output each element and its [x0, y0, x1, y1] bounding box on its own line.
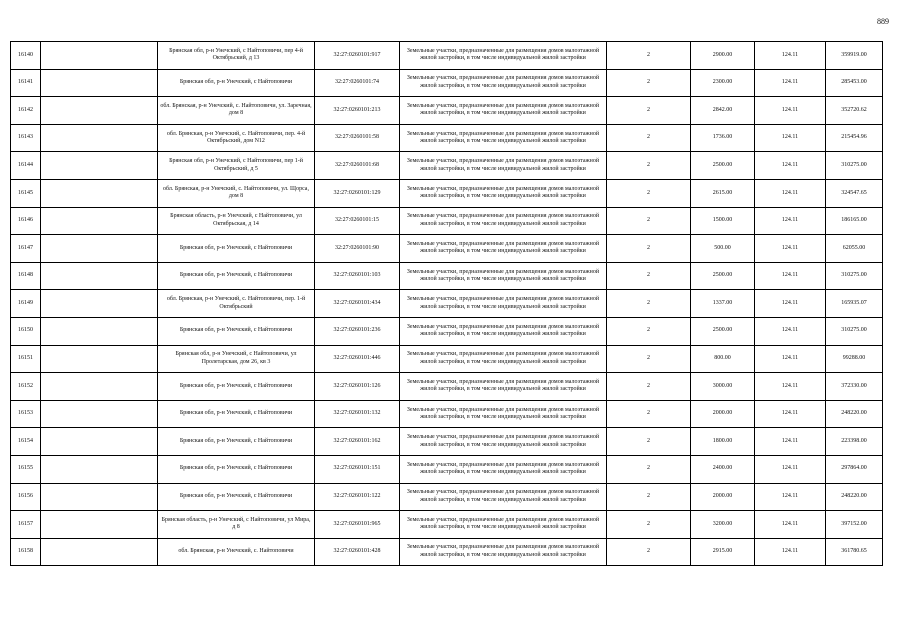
table-row	[11, 262, 883, 290]
rate-cell: 124.11	[755, 400, 826, 428]
table-row	[11, 152, 883, 180]
table-row	[11, 428, 883, 456]
area-cell: 2500.00	[691, 262, 755, 290]
area-cell: 2500.00	[691, 317, 755, 345]
land-use-cell: Земельные участки, предназначенные для размещения домов малоэтажной жилой застройки, в том числе индивидуальной жилой застройки	[400, 69, 607, 97]
row-number: 16153	[11, 400, 41, 428]
address-cell: обл. Брянская, р-н Унечский, с. Найтоповичи, ул. Щорса, дом 8	[158, 179, 315, 207]
cadastral-value-cell: 324547.65	[826, 179, 883, 207]
cadastral-value-cell: 62055.00	[826, 235, 883, 263]
group-cell: 2	[607, 290, 691, 318]
area-cell: 2915.00	[691, 538, 755, 566]
address-cell: Брянская обл, р-н Унечский, с Найтоповичи	[158, 235, 315, 263]
cadastral-number-cell: 32:27:0260101:103	[315, 262, 400, 290]
group-cell: 2	[607, 483, 691, 511]
cadastral-value-cell: 297864.00	[826, 455, 883, 483]
cadastral-number-cell: 32:27:0260101:74	[315, 69, 400, 97]
table-row	[11, 124, 883, 152]
rate-cell: 124.11	[755, 373, 826, 401]
table-row	[11, 455, 883, 483]
land-use-cell: Земельные участки, предназначенные для размещения домов малоэтажной жилой застройки, в том числе индивидуальной жилой застройки	[400, 345, 607, 373]
cadastral-value-cell: 372330.00	[826, 373, 883, 401]
group-cell: 2	[607, 428, 691, 456]
cadastral-number-cell: 32:27:0260101:68	[315, 152, 400, 180]
table-row	[11, 538, 883, 566]
group-cell: 2	[607, 373, 691, 401]
land-use-cell: Земельные участки, предназначенные для размещения домов малоэтажной жилой застройки, в том числе индивидуальной жилой застройки	[400, 97, 607, 125]
area-cell: 3000.00	[691, 373, 755, 401]
land-use-cell: Земельные участки, предназначенные для размещения домов малоэтажной жилой застройки, в том числе индивидуальной жилой застройки	[400, 152, 607, 180]
area-cell: 1500.00	[691, 207, 755, 235]
address-cell: Брянская область, р-н Унечский, с Найтоповичи, ул Октябрьская, д 14	[158, 207, 315, 235]
group-cell: 2	[607, 42, 691, 70]
row-number: 16140	[11, 42, 41, 70]
rate-cell: 124.11	[755, 152, 826, 180]
row-spacer	[41, 179, 158, 207]
land-use-cell: Земельные участки, предназначенные для размещения домов малоэтажной жилой застройки, в том числе индивидуальной жилой застройки	[400, 124, 607, 152]
cadastral-value-table	[10, 41, 883, 566]
cadastral-number-cell: 32:27:0260101:917	[315, 42, 400, 70]
table-row	[11, 483, 883, 511]
rate-cell: 124.11	[755, 262, 826, 290]
cadastral-number-cell: 32:27:0260101:126	[315, 373, 400, 401]
group-cell: 2	[607, 400, 691, 428]
rate-cell: 124.11	[755, 317, 826, 345]
group-cell: 2	[607, 511, 691, 539]
table-row	[11, 317, 883, 345]
cadastral-number-cell: 32:27:0260101:446	[315, 345, 400, 373]
cadastral-number-cell: 32:27:0260101:15	[315, 207, 400, 235]
group-cell: 2	[607, 207, 691, 235]
row-spacer	[41, 400, 158, 428]
table-row	[11, 345, 883, 373]
row-number: 16151	[11, 345, 41, 373]
cadastral-number-cell: 32:27:0260101:90	[315, 235, 400, 263]
cadastral-number-cell: 32:27:0260101:132	[315, 400, 400, 428]
cadastral-number-cell: 32:27:0260101:58	[315, 124, 400, 152]
address-cell: Брянская обл, р-н Унечский, с Найтоповичи, пер 1-й Октябрьский, д 5	[158, 152, 315, 180]
cadastral-value-cell: 310275.00	[826, 262, 883, 290]
land-use-cell: Земельные участки, предназначенные для размещения домов малоэтажной жилой застройки, в том числе индивидуальной жилой застройки	[400, 428, 607, 456]
row-spacer	[41, 345, 158, 373]
address-cell: обл. Брянская, р-н Унечский, с. Найтоповичи, пер. 1-й Октябрьский	[158, 290, 315, 318]
row-spacer	[41, 455, 158, 483]
rate-cell: 124.11	[755, 69, 826, 97]
rate-cell: 124.11	[755, 42, 826, 70]
group-cell: 2	[607, 262, 691, 290]
group-cell: 2	[607, 317, 691, 345]
land-use-cell: Земельные участки, предназначенные для размещения домов малоэтажной жилой застройки, в том числе индивидуальной жилой застройки	[400, 262, 607, 290]
land-use-cell: Земельные участки, предназначенные для размещения домов малоэтажной жилой застройки, в том числе индивидуальной жилой застройки	[400, 483, 607, 511]
rate-cell: 124.11	[755, 455, 826, 483]
row-spacer	[41, 152, 158, 180]
cadastral-number-cell: 32:27:0260101:434	[315, 290, 400, 318]
row-number: 16157	[11, 511, 41, 539]
rate-cell: 124.11	[755, 290, 826, 318]
cadastral-value-cell: 248220.00	[826, 400, 883, 428]
address-cell: обл. Брянская, р-н Унечский, с. Найтоповичи, пер. 4-й Октябрьский, дом N12	[158, 124, 315, 152]
row-spacer	[41, 290, 158, 318]
rate-cell: 124.11	[755, 483, 826, 511]
address-cell: Брянская обл, р-н Унечский, с Найтоповичи	[158, 455, 315, 483]
table-row	[11, 207, 883, 235]
row-number: 16145	[11, 179, 41, 207]
address-cell: Брянская обл, р-н Унечский, с Найтоповичи, пер 4-й Октябрьский, д 13	[158, 42, 315, 70]
area-cell: 500.00	[691, 235, 755, 263]
row-number: 16154	[11, 428, 41, 456]
cadastral-value-cell: 248220.00	[826, 483, 883, 511]
area-cell: 2000.00	[691, 483, 755, 511]
land-use-cell: Земельные участки, предназначенные для размещения домов малоэтажной жилой застройки, в том числе индивидуальной жилой застройки	[400, 400, 607, 428]
address-cell: Брянская обл, р-н Унечский, с Найтоповичи	[158, 483, 315, 511]
land-use-cell: Земельные участки, предназначенные для размещения домов малоэтажной жилой застройки, в том числе индивидуальной жилой застройки	[400, 511, 607, 539]
row-spacer	[41, 317, 158, 345]
rate-cell: 124.11	[755, 428, 826, 456]
row-number: 16141	[11, 69, 41, 97]
cadastral-value-cell: 165935.07	[826, 290, 883, 318]
cadastral-value-cell: 223398.00	[826, 428, 883, 456]
cadastral-number-cell: 32:27:0260101:122	[315, 483, 400, 511]
row-number: 16142	[11, 97, 41, 125]
row-spacer	[41, 42, 158, 70]
cadastral-number-cell: 32:27:0260101:151	[315, 455, 400, 483]
table-row	[11, 373, 883, 401]
address-cell: Брянская область, р-н Унечский, с Найтоповичи, ул Мира, д 8	[158, 511, 315, 539]
land-use-cell: Земельные участки, предназначенные для размещения домов малоэтажной жилой застройки, в том числе индивидуальной жилой застройки	[400, 317, 607, 345]
table-row	[11, 511, 883, 539]
address-cell: обл. Брянская, р-н Унечский, с. Найтоповичи	[158, 538, 315, 566]
cadastral-number-cell: 32:27:0260101:129	[315, 179, 400, 207]
row-spacer	[41, 97, 158, 125]
group-cell: 2	[607, 97, 691, 125]
row-spacer	[41, 262, 158, 290]
row-number: 16158	[11, 538, 41, 566]
rate-cell: 124.11	[755, 235, 826, 263]
area-cell: 800.00	[691, 345, 755, 373]
row-number: 16148	[11, 262, 41, 290]
row-spacer	[41, 373, 158, 401]
table-row	[11, 97, 883, 125]
cadastral-value-cell: 361780.65	[826, 538, 883, 566]
area-cell: 2000.00	[691, 400, 755, 428]
group-cell: 2	[607, 152, 691, 180]
page-number: 889	[877, 17, 889, 26]
row-spacer	[41, 483, 158, 511]
address-cell: Брянская обл, р-н Унечский, с Найтоповичи	[158, 317, 315, 345]
address-cell: обл. Брянская, р-н Унечский, с. Найтоповичи, ул. Заречная, дом 8	[158, 97, 315, 125]
row-number: 16156	[11, 483, 41, 511]
address-cell: Брянская обл, р-н Унечский, с Найтоповичи	[158, 69, 315, 97]
land-use-cell: Земельные участки, предназначенные для размещения домов малоэтажной жилой застройки, в том числе индивидуальной жилой застройки	[400, 290, 607, 318]
rate-cell: 124.11	[755, 124, 826, 152]
rate-cell: 124.11	[755, 179, 826, 207]
table-row	[11, 290, 883, 318]
rate-cell: 124.11	[755, 207, 826, 235]
area-cell: 2842.00	[691, 97, 755, 125]
address-cell: Брянская обл, р-н Унечский, с Найтоповичи	[158, 400, 315, 428]
row-spacer	[41, 124, 158, 152]
area-cell: 1337.00	[691, 290, 755, 318]
table-row	[11, 235, 883, 263]
land-use-cell: Земельные участки, предназначенные для размещения домов малоэтажной жилой застройки, в том числе индивидуальной жилой застройки	[400, 235, 607, 263]
cadastral-value-cell: 352720.62	[826, 97, 883, 125]
cadastral-number-cell: 32:27:0260101:236	[315, 317, 400, 345]
area-cell: 3200.00	[691, 511, 755, 539]
area-cell: 2615.00	[691, 179, 755, 207]
group-cell: 2	[607, 124, 691, 152]
land-use-cell: Земельные участки, предназначенные для размещения домов малоэтажной жилой застройки, в том числе индивидуальной жилой застройки	[400, 42, 607, 70]
area-cell: 2300.00	[691, 69, 755, 97]
area-cell: 1800.00	[691, 428, 755, 456]
cadastral-value-cell: 99288.00	[826, 345, 883, 373]
row-number: 16155	[11, 455, 41, 483]
row-number: 16144	[11, 152, 41, 180]
row-spacer	[41, 207, 158, 235]
land-use-cell: Земельные участки, предназначенные для размещения домов малоэтажной жилой застройки, в том числе индивидуальной жилой застройки	[400, 455, 607, 483]
table-row	[11, 400, 883, 428]
cadastral-number-cell: 32:27:0260101:162	[315, 428, 400, 456]
cadastral-value-cell: 310275.00	[826, 317, 883, 345]
group-cell: 2	[607, 345, 691, 373]
table-row	[11, 69, 883, 97]
row-number: 16149	[11, 290, 41, 318]
address-cell: Брянская обл, р-н Унечский, с Найтоповичи	[158, 262, 315, 290]
rate-cell: 124.11	[755, 345, 826, 373]
group-cell: 2	[607, 538, 691, 566]
area-cell: 1736.00	[691, 124, 755, 152]
row-spacer	[41, 235, 158, 263]
cadastral-number-cell: 32:27:0260101:965	[315, 511, 400, 539]
rate-cell: 124.11	[755, 538, 826, 566]
cadastral-value-cell: 359919.00	[826, 42, 883, 70]
cadastral-value-cell: 186165.00	[826, 207, 883, 235]
address-cell: Брянская обл, р-н Унечский, с Найтоповичи, ул Пролетарская, дом 26, кв 3	[158, 345, 315, 373]
land-use-cell: Земельные участки, предназначенные для размещения домов малоэтажной жилой застройки, в том числе индивидуальной жилой застройки	[400, 179, 607, 207]
row-number: 16150	[11, 317, 41, 345]
cadastral-value-cell: 285453.00	[826, 69, 883, 97]
land-use-cell: Земельные участки, предназначенные для размещения домов малоэтажной жилой застройки, в том числе индивидуальной жилой застройки	[400, 207, 607, 235]
rate-cell: 124.11	[755, 511, 826, 539]
table-row	[11, 42, 883, 70]
row-number: 16147	[11, 235, 41, 263]
area-cell: 2400.00	[691, 455, 755, 483]
area-cell: 2900.00	[691, 42, 755, 70]
row-spacer	[41, 428, 158, 456]
land-use-cell: Земельные участки, предназначенные для размещения домов малоэтажной жилой застройки, в том числе индивидуальной жилой застройки	[400, 373, 607, 401]
group-cell: 2	[607, 69, 691, 97]
group-cell: 2	[607, 455, 691, 483]
group-cell: 2	[607, 179, 691, 207]
cadastral-value-cell: 215454.96	[826, 124, 883, 152]
cadastral-number-cell: 32:27:0260101:213	[315, 97, 400, 125]
row-spacer	[41, 511, 158, 539]
table-row	[11, 179, 883, 207]
address-cell: Брянская обл, р-н Унечский, с Найтоповичи	[158, 428, 315, 456]
rate-cell: 124.11	[755, 97, 826, 125]
row-number: 16152	[11, 373, 41, 401]
row-number: 16146	[11, 207, 41, 235]
row-spacer	[41, 69, 158, 97]
cadastral-number-cell: 32:27:0260101:428	[315, 538, 400, 566]
row-spacer	[41, 538, 158, 566]
group-cell: 2	[607, 235, 691, 263]
address-cell: Брянская обл, р-н Унечский, с Найтоповичи	[158, 373, 315, 401]
cadastral-value-cell: 310275.00	[826, 152, 883, 180]
land-use-cell: Земельные участки, предназначенные для размещения домов малоэтажной жилой застройки, в том числе индивидуальной жилой застройки	[400, 538, 607, 566]
area-cell: 2500.00	[691, 152, 755, 180]
cadastral-value-cell: 397152.00	[826, 511, 883, 539]
row-number: 16143	[11, 124, 41, 152]
